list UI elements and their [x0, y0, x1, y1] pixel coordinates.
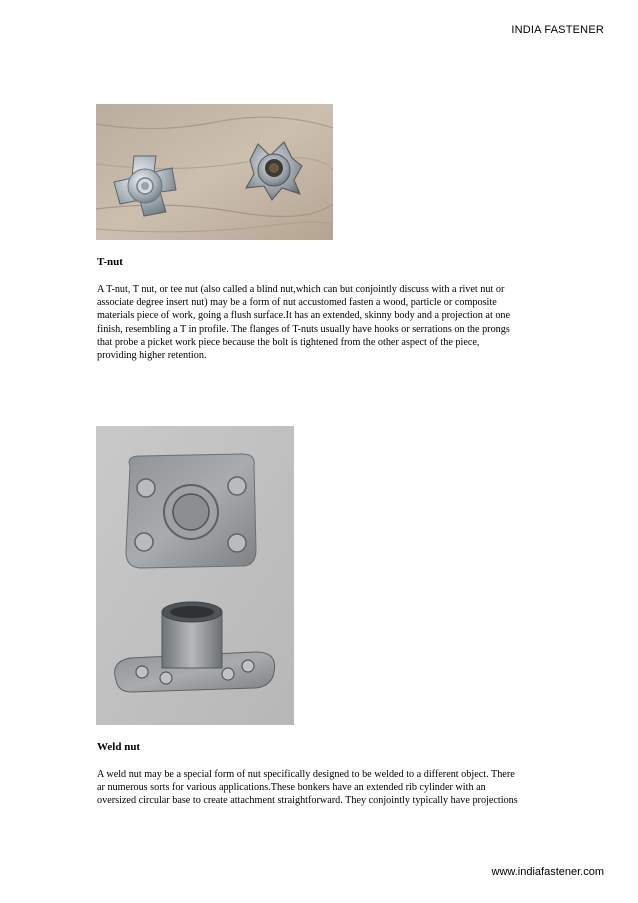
text-line: providing higher retention.: [97, 350, 207, 362]
text-line: finish, resembling a T in profile. The flanges of T-nuts usually have hooks or serrations on the prongs: [97, 323, 510, 335]
tnut-heading: T-nut: [97, 256, 123, 268]
text-line: ar numerous sorts for various applications.These bonkers have an extended rib cylinder with an: [97, 782, 486, 794]
tnut-paragraph: [97, 283, 547, 362]
document-header: INDIA FASTENER: [511, 24, 604, 36]
weld-nut-paragraph: [97, 768, 547, 808]
text-line: materials piece of work, going a flush surface.It has an extended, skinny body and a projection at one: [97, 310, 511, 322]
weld-nut-heading: Weld nut: [97, 741, 141, 753]
text-line: that probe a picket work piece because the bolt is tightened from the other aspect of the piece,: [97, 336, 480, 348]
tnut-photo: [96, 104, 333, 240]
text-line: A T-nut, T nut, or tee nut (also called a blind nut,which can but conjointly discuss with a rivet nut or: [97, 284, 505, 295]
text-line: oversized circular base to create attachment straightforward. They conjointly typically have projections: [97, 795, 518, 807]
text-line: associate degree insert nut) may be a form of nut accustomed fasten a wood, particle or composite: [97, 297, 497, 309]
footer-url[interactable]: www.indiafastener.com: [491, 866, 604, 878]
weld-nut-photo: [96, 426, 294, 725]
text-line: A weld nut may be a special form of nut specifically designed to be welded to a different object. There: [97, 769, 515, 780]
